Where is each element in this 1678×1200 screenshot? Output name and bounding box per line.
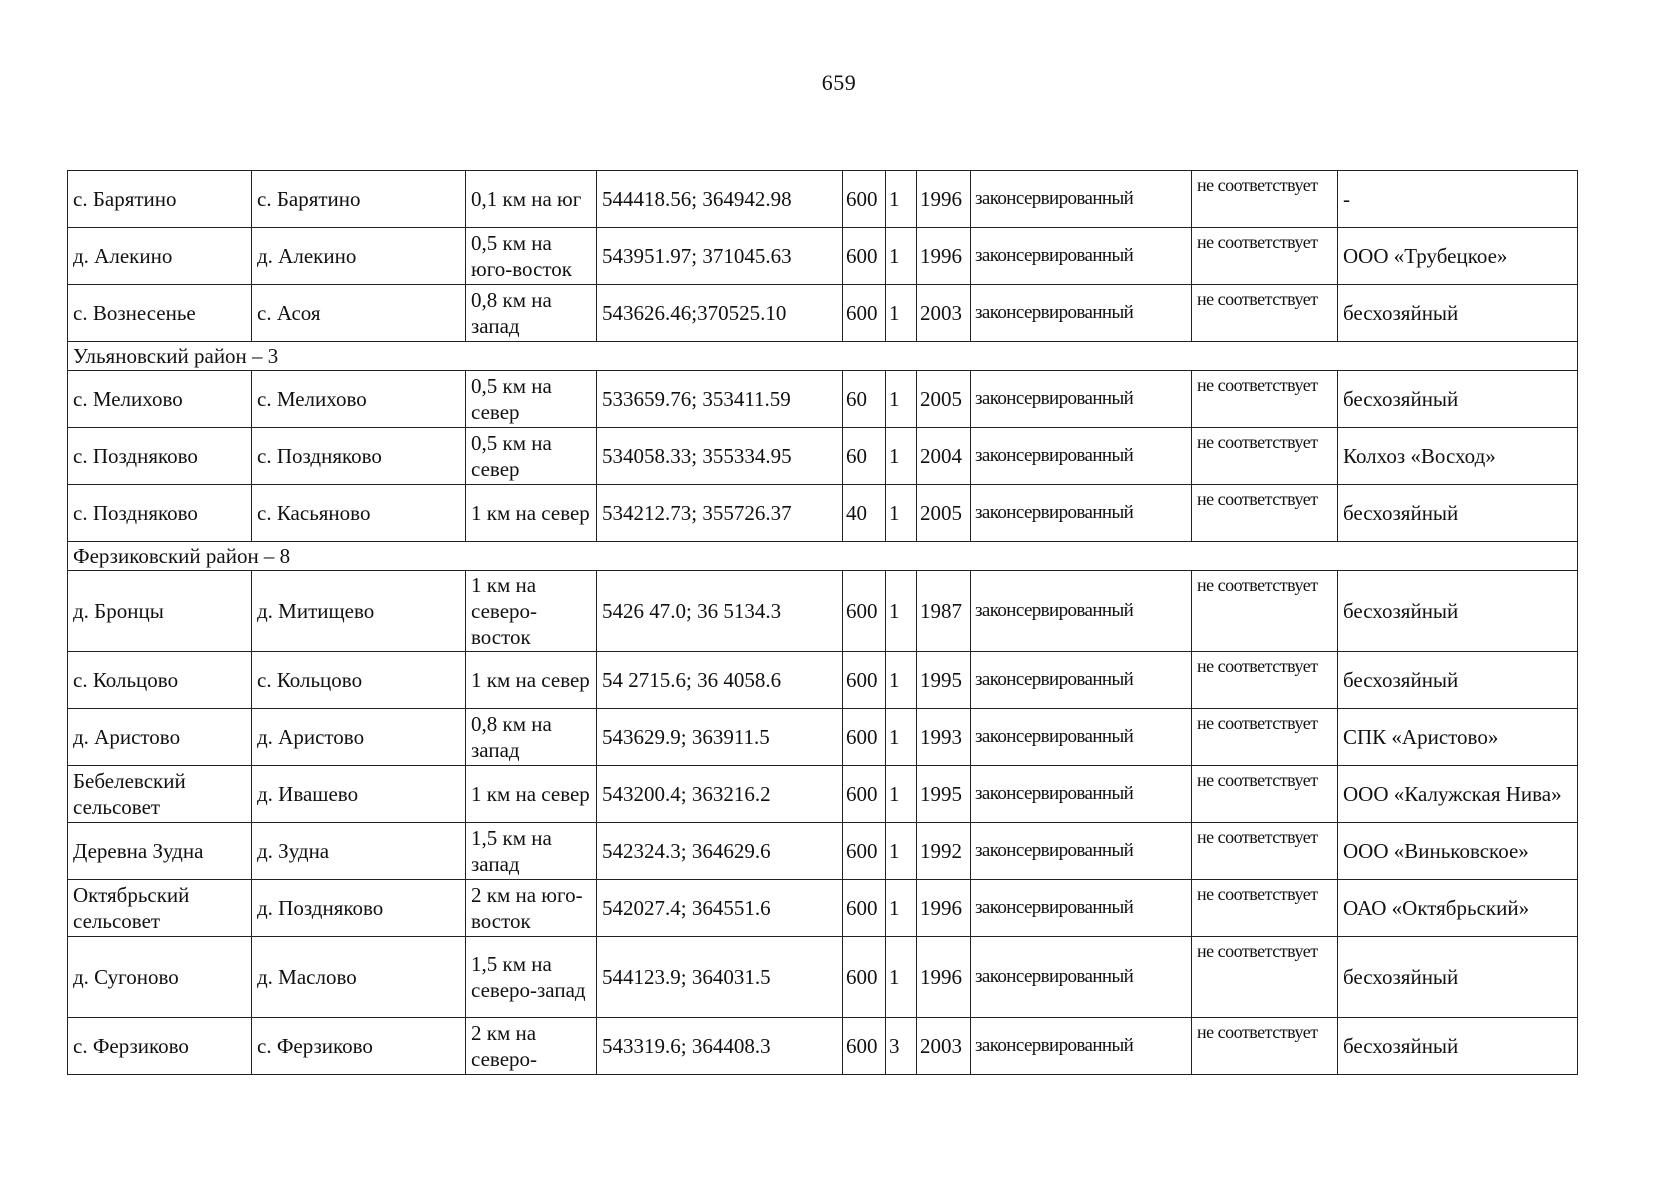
- owner-cell: ООО «Калужская Нива»: [1338, 766, 1578, 823]
- number-cell: 600: [843, 571, 886, 652]
- coordinates-cell: 544418.56; 364942.98: [597, 171, 843, 228]
- location-cell: с. Асоя: [252, 285, 466, 342]
- status-cell: законсервированный: [971, 371, 1192, 428]
- coordinates-cell: 542027.4; 364551.6: [597, 880, 843, 937]
- status-cell: законсервированный: [971, 228, 1192, 285]
- distance-cell: 2 км на юго-восток: [466, 880, 597, 937]
- distance-cell: 0,5 км на север: [466, 428, 597, 485]
- owner-cell: Колхоз «Восход»: [1338, 428, 1578, 485]
- settlement-cell: д. Бронцы: [68, 571, 252, 652]
- section-header-row: [68, 342, 1578, 371]
- location-cell: с. Мелихово: [252, 371, 466, 428]
- year-cell: 1996: [917, 880, 971, 937]
- year-cell: 1995: [917, 766, 971, 823]
- settlement-cell: с. Поздняково: [68, 428, 252, 485]
- number-cell: 600: [843, 937, 886, 1018]
- owner-cell: СПК «Аристово»: [1338, 709, 1578, 766]
- compliance-cell: не соответствует: [1192, 485, 1338, 542]
- distance-cell: 1 км на север: [466, 485, 597, 542]
- coordinates-cell: 542324.3; 364629.6: [597, 823, 843, 880]
- owner-cell: -: [1338, 171, 1578, 228]
- coordinates-cell: 543200.4; 363216.2: [597, 766, 843, 823]
- year-cell: 1996: [917, 937, 971, 1018]
- coordinates-cell: 533659.76; 353411.59: [597, 371, 843, 428]
- count-cell: 1: [886, 285, 917, 342]
- count-cell: 1: [886, 652, 917, 709]
- section-title: Ульяновский район – 3: [68, 342, 1578, 371]
- owner-cell: бесхозяйный: [1338, 485, 1578, 542]
- count-cell: 1: [886, 171, 917, 228]
- settlement-cell: Деревна Зудна: [68, 823, 252, 880]
- status-cell: законсервированный: [971, 285, 1192, 342]
- status-cell: законсервированный: [971, 880, 1192, 937]
- compliance-cell: не соответствует: [1192, 571, 1338, 652]
- distance-cell: 0,1 км на юг: [466, 171, 597, 228]
- settlement-cell: д. Аристово: [68, 709, 252, 766]
- coordinates-cell: 543319.6; 364408.3: [597, 1018, 843, 1075]
- settlement-cell: с. Кольцово: [68, 652, 252, 709]
- table-row: [68, 709, 1578, 766]
- location-cell: д. Митищево: [252, 571, 466, 652]
- compliance-cell: не соответствует: [1192, 880, 1338, 937]
- year-cell: 1996: [917, 171, 971, 228]
- table-row: [68, 880, 1578, 937]
- owner-cell: бесхозяйный: [1338, 371, 1578, 428]
- number-cell: 600: [843, 652, 886, 709]
- compliance-cell: не соответствует: [1192, 371, 1338, 428]
- distance-cell: 0,5 км на юго-восток: [466, 228, 597, 285]
- number-cell: 40: [843, 485, 886, 542]
- number-cell: 600: [843, 1018, 886, 1075]
- table-row: [68, 937, 1578, 1018]
- table-row: [68, 571, 1578, 652]
- owner-cell: бесхозяйный: [1338, 652, 1578, 709]
- status-cell: законсервированный: [971, 485, 1192, 542]
- owner-cell: ОАО «Октябрьский»: [1338, 880, 1578, 937]
- settlement-cell: Бебелевский сельсовет: [68, 766, 252, 823]
- location-cell: д. Зудна: [252, 823, 466, 880]
- count-cell: 1: [886, 823, 917, 880]
- count-cell: 1: [886, 371, 917, 428]
- coordinates-cell: 543626.46;370525.10: [597, 285, 843, 342]
- number-cell: 600: [843, 766, 886, 823]
- compliance-cell: не соответствует: [1192, 766, 1338, 823]
- location-cell: д. Поздняково: [252, 880, 466, 937]
- status-cell: законсервированный: [971, 571, 1192, 652]
- table-row: [68, 823, 1578, 880]
- compliance-cell: не соответствует: [1192, 428, 1338, 485]
- location-cell: с. Касьяново: [252, 485, 466, 542]
- status-cell: законсервированный: [971, 171, 1192, 228]
- number-cell: 600: [843, 880, 886, 937]
- settlement-cell: с. Ферзиково: [68, 1018, 252, 1075]
- table-row: [68, 652, 1578, 709]
- wells-table: [67, 170, 1578, 1075]
- location-cell: с. Кольцово: [252, 652, 466, 709]
- coordinates-cell: 543951.97; 371045.63: [597, 228, 843, 285]
- distance-cell: 1 км на север: [466, 652, 597, 709]
- distance-cell: 1 км на север: [466, 766, 597, 823]
- number-cell: 600: [843, 823, 886, 880]
- distance-cell: 1,5 км на северо-запад: [466, 937, 597, 1018]
- table-body: [68, 171, 1578, 1075]
- section-header-row: [68, 542, 1578, 571]
- count-cell: 1: [886, 709, 917, 766]
- location-cell: с. Ферзиково: [252, 1018, 466, 1075]
- settlement-cell: с. Поздняково: [68, 485, 252, 542]
- year-cell: 2003: [917, 285, 971, 342]
- table-row: [68, 285, 1578, 342]
- settlement-cell: д. Сугоново: [68, 937, 252, 1018]
- count-cell: 1: [886, 571, 917, 652]
- number-cell: 600: [843, 171, 886, 228]
- year-cell: 2005: [917, 485, 971, 542]
- coordinates-cell: 5426 47.0; 36 5134.3: [597, 571, 843, 652]
- status-cell: законсервированный: [971, 937, 1192, 1018]
- distance-cell: 2 км на северо-: [466, 1018, 597, 1075]
- count-cell: 1: [886, 766, 917, 823]
- count-cell: 1: [886, 880, 917, 937]
- distance-cell: 0,8 км на запад: [466, 285, 597, 342]
- compliance-cell: не соответствует: [1192, 652, 1338, 709]
- year-cell: 2004: [917, 428, 971, 485]
- compliance-cell: не соответствует: [1192, 937, 1338, 1018]
- distance-cell: 0,8 км на запад: [466, 709, 597, 766]
- compliance-cell: не соответствует: [1192, 709, 1338, 766]
- number-cell: 60: [843, 428, 886, 485]
- coordinates-cell: 543629.9; 363911.5: [597, 709, 843, 766]
- table-row: [68, 228, 1578, 285]
- settlement-cell: с. Барятино: [68, 171, 252, 228]
- number-cell: 600: [843, 709, 886, 766]
- table-row: [68, 371, 1578, 428]
- year-cell: 1987: [917, 571, 971, 652]
- year-cell: 2005: [917, 371, 971, 428]
- table-row: [68, 171, 1578, 228]
- location-cell: с. Барятино: [252, 171, 466, 228]
- coordinates-cell: 534212.73; 355726.37: [597, 485, 843, 542]
- status-cell: законсервированный: [971, 766, 1192, 823]
- owner-cell: бесхозяйный: [1338, 1018, 1578, 1075]
- owner-cell: бесхозяйный: [1338, 571, 1578, 652]
- table-row: [68, 766, 1578, 823]
- status-cell: законсервированный: [971, 652, 1192, 709]
- coordinates-cell: 54 2715.6; 36 4058.6: [597, 652, 843, 709]
- year-cell: 1995: [917, 652, 971, 709]
- settlement-cell: с. Вознесенье: [68, 285, 252, 342]
- table-row: [68, 485, 1578, 542]
- compliance-cell: не соответствует: [1192, 285, 1338, 342]
- location-cell: д. Алекино: [252, 228, 466, 285]
- settlement-cell: д. Алекино: [68, 228, 252, 285]
- count-cell: 1: [886, 228, 917, 285]
- compliance-cell: не соответствует: [1192, 823, 1338, 880]
- status-cell: законсервированный: [971, 823, 1192, 880]
- location-cell: д. Ивашево: [252, 766, 466, 823]
- section-title: Ферзиковский район – 8: [68, 542, 1578, 571]
- distance-cell: 1,5 км на запад: [466, 823, 597, 880]
- coordinates-cell: 544123.9; 364031.5: [597, 937, 843, 1018]
- location-cell: д. Маслово: [252, 937, 466, 1018]
- year-cell: 1996: [917, 228, 971, 285]
- year-cell: 1993: [917, 709, 971, 766]
- count-cell: 3: [886, 1018, 917, 1075]
- settlement-cell: Октябрьский сельсовет: [68, 880, 252, 937]
- page-number: 659: [821, 70, 857, 95]
- count-cell: 1: [886, 428, 917, 485]
- owner-cell: ООО «Трубецкое»: [1338, 228, 1578, 285]
- status-cell: законсервированный: [971, 709, 1192, 766]
- settlement-cell: с. Мелихово: [68, 371, 252, 428]
- status-cell: законсервированный: [971, 428, 1192, 485]
- status-cell: законсервированный: [971, 1018, 1192, 1075]
- owner-cell: ООО «Виньковское»: [1338, 823, 1578, 880]
- compliance-cell: не соответствует: [1192, 228, 1338, 285]
- owner-cell: бесхозяйный: [1338, 937, 1578, 1018]
- owner-cell: бесхозяйный: [1338, 285, 1578, 342]
- distance-cell: 0,5 км на север: [466, 371, 597, 428]
- table-row: [68, 1018, 1578, 1075]
- count-cell: 1: [886, 937, 917, 1018]
- year-cell: 1992: [917, 823, 971, 880]
- compliance-cell: не соответствует: [1192, 171, 1338, 228]
- location-cell: д. Аристово: [252, 709, 466, 766]
- year-cell: 2003: [917, 1018, 971, 1075]
- table-row: [68, 428, 1578, 485]
- compliance-cell: не соответствует: [1192, 1018, 1338, 1075]
- count-cell: 1: [886, 485, 917, 542]
- number-cell: 60: [843, 371, 886, 428]
- distance-cell: 1 км на северо-восток: [466, 571, 597, 652]
- number-cell: 600: [843, 228, 886, 285]
- location-cell: с. Поздняково: [252, 428, 466, 485]
- number-cell: 600: [843, 285, 886, 342]
- coordinates-cell: 534058.33; 355334.95: [597, 428, 843, 485]
